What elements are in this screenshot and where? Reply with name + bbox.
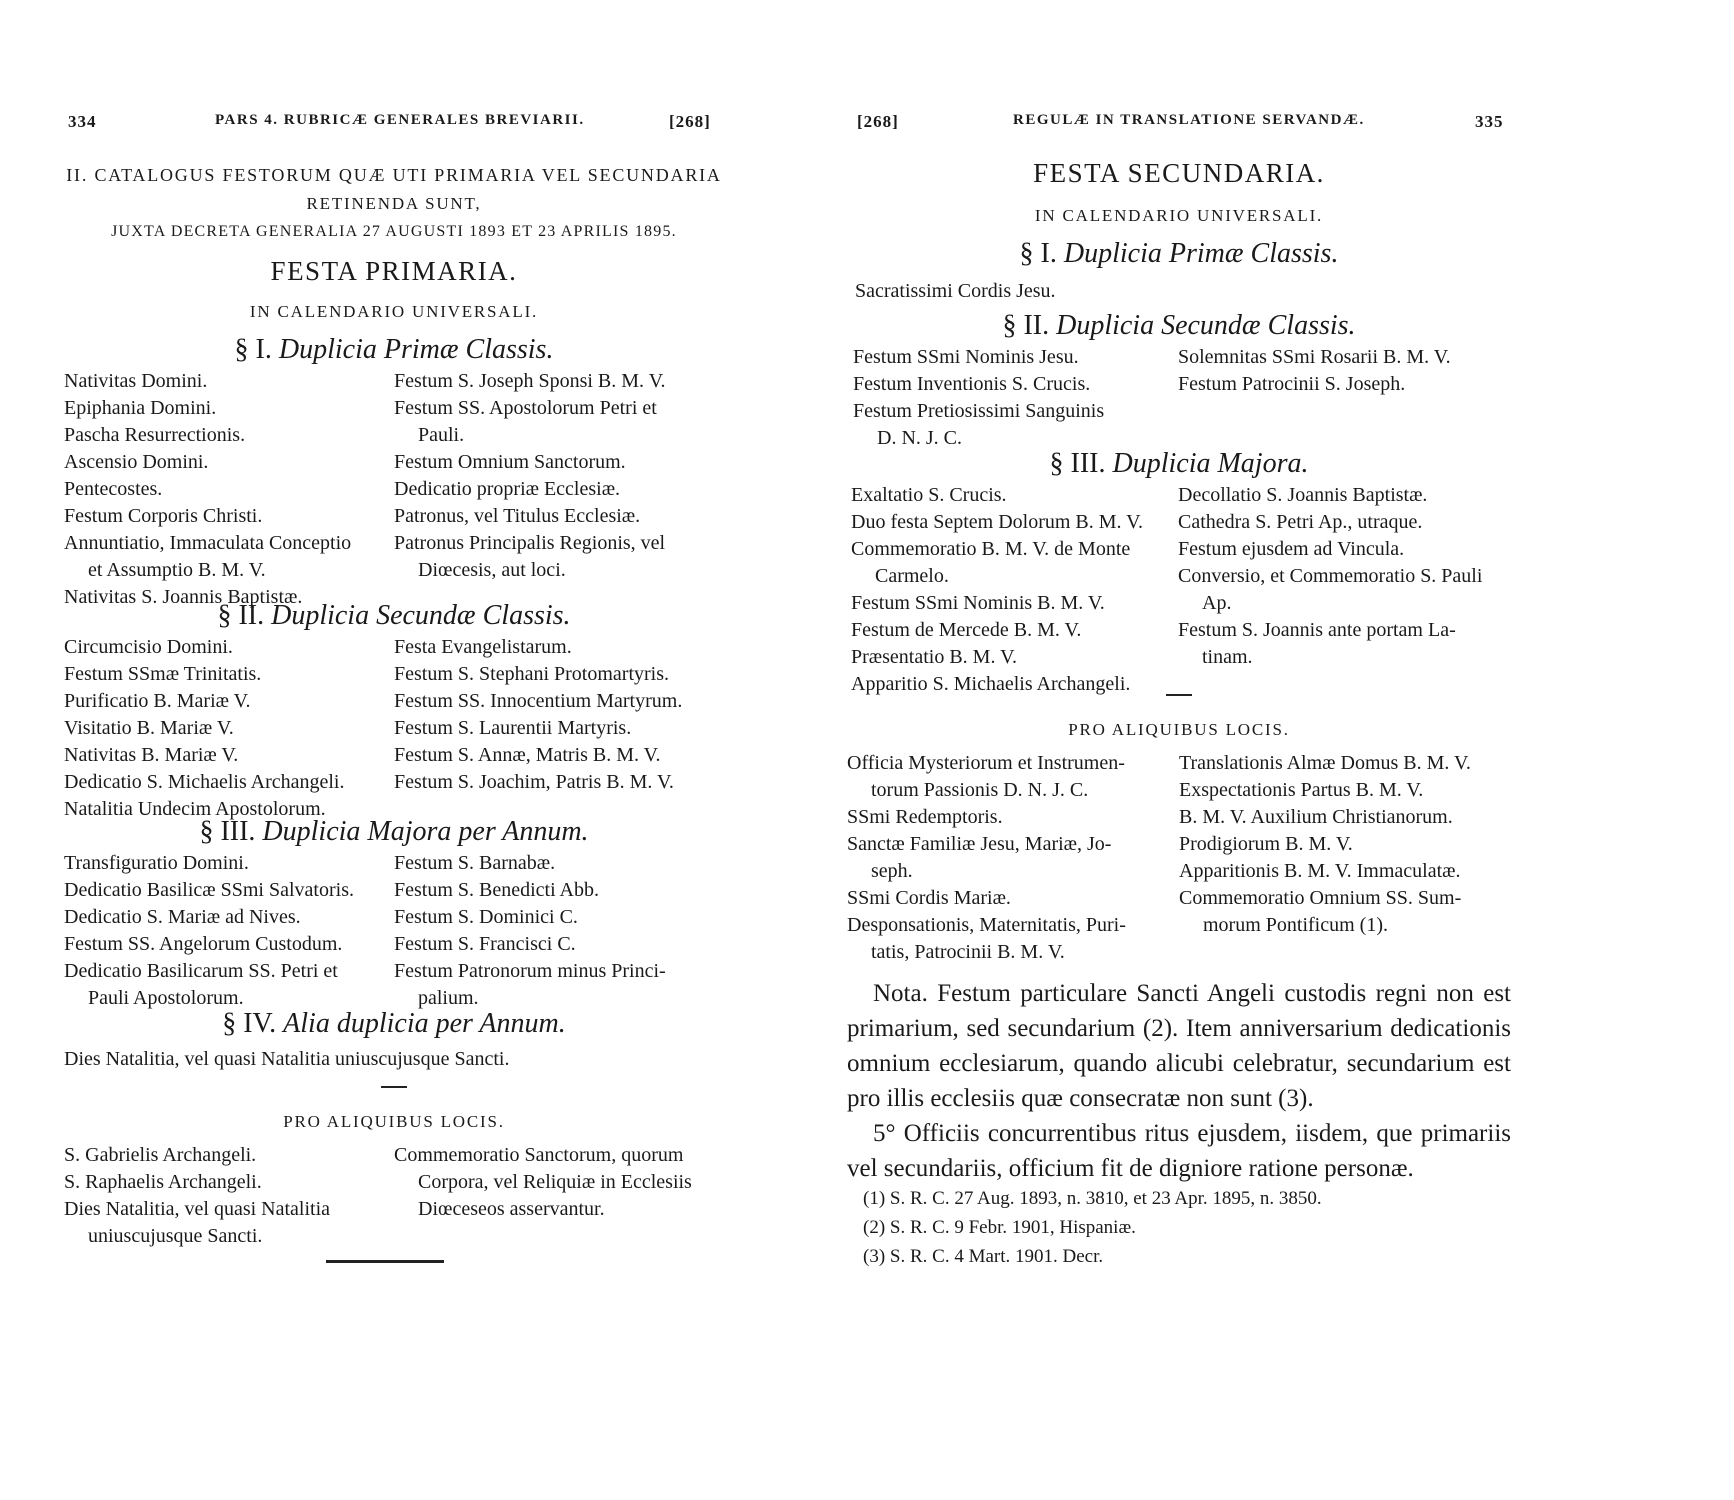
section-heading	[64, 816, 724, 848]
calendar-heading: IN CALENDARIO UNIVERSALI.	[249, 302, 539, 321]
section-title: Duplicia Primæ Classis.	[1063, 238, 1339, 269]
list-item: Nativitas S. Joannis Baptistæ.	[64, 586, 303, 608]
nota-paragraph: 5° Officiis concurrentibus ritus ejusdem, iisdem, que primariis vel secundariis, officium fit de digniore ratione personæ.	[847, 1120, 1511, 1182]
list-item: Pauli.	[418, 424, 465, 446]
list-item: Festum Omnium Sanctorum.	[394, 451, 626, 473]
list-item: Festum S. Annæ, Matris B. M. V.	[394, 744, 661, 766]
section-title: Duplicia Secundæ Classis.	[1056, 310, 1356, 341]
list-item: S. Raphaelis Archangeli.	[64, 1171, 262, 1193]
list-item: D. N. J. C.	[877, 427, 963, 449]
list-item: Apparitio S. Michaelis Archangeli.	[851, 673, 1131, 695]
separator-dash	[847, 694, 1511, 696]
list-item: Epiphania Domini.	[64, 397, 217, 419]
list-item: seph.	[871, 860, 913, 882]
list-item: Pauli Apostolorum.	[88, 987, 244, 1009]
section-line	[64, 1046, 724, 1073]
separator-dash	[64, 1086, 724, 1088]
list-column	[394, 850, 724, 1012]
list-item: Festum Pretiosissimi Sanguinis	[853, 400, 1105, 422]
list-item: morum Pontificum (1).	[1203, 914, 1388, 936]
list-column	[394, 634, 724, 823]
list-column	[851, 482, 1178, 698]
list-item: Festum Inventionis S. Crucis.	[853, 373, 1091, 395]
list-column	[1178, 482, 1505, 698]
section-title: Duplicia Majora per Annum.	[262, 816, 589, 847]
catalogue-title-line-1: II. CATALOGUS FESTORUM QUÆ UTI PRIMARIA VEL SECUNDARIA	[66, 165, 722, 185]
nota-text	[847, 976, 1511, 1186]
locis-heading: PRO ALIQUIBUS LOCIS.	[283, 1112, 505, 1131]
list-item: tatis, Patrocinii B. M. V.	[871, 941, 1065, 963]
list-item: Festum S. Barnabæ.	[394, 852, 556, 874]
list-item: Nativitas Domini.	[64, 370, 208, 392]
list-item: Dedicatio S. Michaelis Archangeli.	[64, 771, 345, 793]
list-item: Sanctæ Familiæ Jesu, Mariæ, Jo-	[847, 833, 1112, 855]
list-item: Dies Natalitia, vel quasi Natalitia	[64, 1198, 331, 1220]
end-rule	[326, 1260, 444, 1263]
list-item: Exaltatio S. Crucis.	[851, 484, 1007, 506]
list-item: Diœcesis, aut loci.	[418, 559, 566, 581]
section-list	[64, 368, 724, 611]
list-item: Nativitas B. Mariæ V.	[64, 744, 239, 766]
list-item: Officia Mysteriorum et Instrumen-	[847, 752, 1125, 774]
list-item: Annuntiatio, Immaculata Conceptio	[64, 532, 352, 554]
catalogue-title-line-2: RETINENDA SUNT,	[306, 194, 482, 213]
list-item: Prodigiorum B. M. V.	[1179, 833, 1353, 855]
section-mark: § II.	[1002, 310, 1050, 341]
list-column	[853, 344, 1178, 452]
section-list	[64, 634, 724, 823]
locis-heading: PRO ALIQUIBUS LOCIS.	[1068, 720, 1290, 739]
list-item: uniuscujusque Sancti.	[88, 1225, 263, 1247]
list-item: SSmi Cordis Mariæ.	[847, 887, 1011, 909]
list-item: Dedicatio propriæ Ecclesiæ.	[394, 478, 621, 500]
section-mark: § II.	[217, 600, 265, 631]
festa-secundaria-heading: FESTA SECUNDARIA.	[1033, 158, 1325, 188]
list-item: Patronus Principalis Regionis, vel	[394, 532, 666, 554]
section-title: Duplicia Secundæ Classis.	[271, 600, 571, 631]
list-item: Carmelo.	[875, 565, 949, 587]
section-mark: § I.	[1019, 238, 1057, 269]
list-column	[64, 1142, 394, 1250]
list-item: Dies Natalitia, vel quasi Natalitia uniuscujusque Sancti.	[64, 1048, 510, 1070]
list-item: SSmi Redemptoris.	[847, 806, 1003, 828]
list-item: Corpora, vel Reliquiæ in Ecclesiis	[418, 1171, 692, 1193]
list-column	[394, 1142, 724, 1250]
list-item: Dedicatio Basilicarum SS. Petri et	[64, 960, 338, 982]
list-item: Patronus, vel Titulus Ecclesiæ.	[394, 505, 641, 527]
list-column	[64, 850, 394, 1012]
list-item: B. M. V. Auxilium Christianorum.	[1179, 806, 1453, 828]
list-item: Festum S. Francisci C.	[394, 933, 576, 955]
section-heading	[847, 448, 1511, 480]
list-item: Festum Patronorum minus Princi-	[394, 960, 666, 982]
list-item: palium.	[418, 987, 479, 1009]
list-item: Cathedra S. Petri Ap., utraque.	[1178, 511, 1423, 533]
list-item: Festum S. Laurentii Martyris.	[394, 717, 632, 739]
list-column	[64, 634, 394, 823]
list-item: Apparitionis B. M. V. Immaculatæ.	[1179, 860, 1461, 882]
section-title: Duplicia Primæ Classis.	[278, 334, 554, 365]
list-item: Festum ejusdem ad Vincula.	[1178, 538, 1405, 560]
list-item: Desponsationis, Maternitatis, Puri-	[847, 914, 1126, 936]
list-item: Festum de Mercede B. M. V.	[851, 619, 1082, 641]
page-number: 335	[1475, 112, 1504, 131]
footnote: (3) S. R. C. 4 Mart. 1901. Decr.	[863, 1246, 1104, 1267]
running-title: PARS 4. RUBRICÆ GENERALES BREVIARII.	[215, 112, 585, 128]
section-list	[851, 482, 1505, 698]
list-item: et Assumptio B. M. V.	[88, 559, 266, 581]
list-item: Festum SSmi Nominis Jesu.	[853, 346, 1079, 368]
list-item: Festum S. Joseph Sponsi B. M. V.	[394, 370, 666, 392]
list-item: Festa Evangelistarum.	[394, 636, 572, 658]
list-item: Præsentatio B. M. V.	[851, 646, 1017, 668]
list-item: tinam.	[1202, 646, 1253, 668]
list-item: S. Gabrielis Archangeli.	[64, 1144, 257, 1166]
list-item: Festum Corporis Christi.	[64, 505, 263, 527]
list-item: Festum S. Joannis ante portam La-	[1178, 619, 1456, 641]
list-item: Festum SS. Innocentium Martyrum.	[394, 690, 683, 712]
list-item: Festum Patrocinii S. Joseph.	[1178, 373, 1406, 395]
bracket-number: [268]	[857, 112, 899, 131]
nota-paragraph: Nota. Festum particulare Sancti Angeli custodis regni non est primarium, sed secundarium (2). Item anniversarium dedicationis omnium ecclesiarum, quando alicubi celebratur, secundarium est pro illis ecclesiis quæ consecratæ non sunt (3).	[847, 980, 1511, 1112]
section-title: Alia duplicia per Annum.	[283, 1008, 566, 1039]
footnote: (2) S. R. C. 9 Febr. 1901, Hispaniæ.	[863, 1217, 1136, 1238]
catalogue-title	[64, 160, 724, 246]
list-item: Purificatio B. Mariæ V.	[64, 690, 251, 712]
locis-list	[64, 1142, 724, 1250]
running-title: REGULÆ IN TRANSLATIONE SERVANDÆ.	[1013, 112, 1365, 128]
list-item: Commemoratio Omnium SS. Sum-	[1179, 887, 1462, 909]
list-item: Festum S. Stephani Protomartyris.	[394, 663, 669, 685]
list-item: Ap.	[1202, 592, 1232, 614]
list-item: Festum S. Joachim, Patris B. M. V.	[394, 771, 674, 793]
list-item: Festum SS. Apostolorum Petri et	[394, 397, 657, 419]
list-item: Transfiguratio Domini.	[64, 852, 249, 874]
list-item: Conversio, et Commemoratio S. Pauli	[1178, 565, 1483, 587]
section-mark: § III.	[199, 816, 256, 847]
list-item: Festum SSmi Nominis B. M. V.	[851, 592, 1105, 614]
footnotes	[863, 1184, 1503, 1271]
list-column	[64, 368, 394, 611]
list-item: Visitatio B. Mariæ V.	[64, 717, 234, 739]
list-item: Diœceseos asservantur.	[418, 1198, 605, 1220]
list-item: Duo festa Septem Dolorum B. M. V.	[851, 511, 1144, 533]
list-item: Translationis Almæ Domus B. M. V.	[1179, 752, 1471, 774]
list-item: Commemoratio B. M. V. de Monte	[851, 538, 1131, 560]
section-mark: § IV.	[222, 1008, 277, 1039]
section-mark: § I.	[234, 334, 272, 365]
page-number: 334	[68, 112, 97, 131]
list-item: Exspectationis Partus B. M. V.	[1179, 779, 1424, 801]
list-item: Festum SS. Angelorum Custodum.	[64, 933, 343, 955]
list-item: Circumcisio Domini.	[64, 636, 233, 658]
catalogue-title-line-3: JUXTA DECRETA GENERALIA 27 AUGUSTI 1893 ET 23 APRILIS 1895.	[111, 223, 677, 240]
section-heading	[847, 238, 1511, 270]
list-item: Commemoratio Sanctorum, quorum	[394, 1144, 684, 1166]
festa-primaria-heading: FESTA PRIMARIA.	[270, 256, 518, 286]
list-item: Pascha Resurrectionis.	[64, 424, 246, 446]
bracket-number: [268]	[669, 112, 711, 131]
list-item: Sacratissimi Cordis Jesu.	[855, 280, 1056, 302]
section-line	[855, 278, 1505, 305]
section-heading	[64, 1008, 724, 1040]
list-item: Dedicatio S. Mariæ ad Nives.	[64, 906, 301, 928]
list-item: Ascensio Domini.	[64, 451, 209, 473]
list-column	[1178, 344, 1503, 452]
list-item: Natalitia Undecim Apostolorum.	[64, 798, 326, 820]
list-item: Solemnitas SSmi Rosarii B. M. V.	[1178, 346, 1451, 368]
section-list	[64, 850, 724, 1012]
locis-list	[847, 750, 1511, 966]
list-item: Festum SSmæ Trinitatis.	[64, 663, 262, 685]
list-item: Dedicatio Basilicæ SSmi Salvatoris.	[64, 879, 354, 901]
right-page	[847, 0, 1734, 1500]
section-title: Duplicia Majora.	[1112, 448, 1309, 479]
list-column	[847, 750, 1179, 966]
list-item: torum Passionis D. N. J. C.	[871, 779, 1089, 801]
calendar-heading: IN CALENDARIO UNIVERSALI.	[1034, 206, 1324, 225]
section-mark: § III.	[1049, 448, 1106, 479]
list-item: Festum S. Benedicti Abb.	[394, 879, 599, 901]
section-list	[853, 344, 1503, 452]
list-item: Festum S. Dominici C.	[394, 906, 578, 928]
section-heading	[847, 310, 1511, 342]
list-column	[394, 368, 724, 611]
footnote: (1) S. R. C. 27 Aug. 1893, n. 3810, et 23 Apr. 1895, n. 3850.	[863, 1188, 1322, 1209]
section-heading	[64, 334, 724, 366]
section-heading	[64, 600, 724, 632]
list-column	[1179, 750, 1511, 966]
list-item: Decollatio S. Joannis Baptistæ.	[1178, 484, 1428, 506]
list-item: Pentecostes.	[64, 478, 163, 500]
